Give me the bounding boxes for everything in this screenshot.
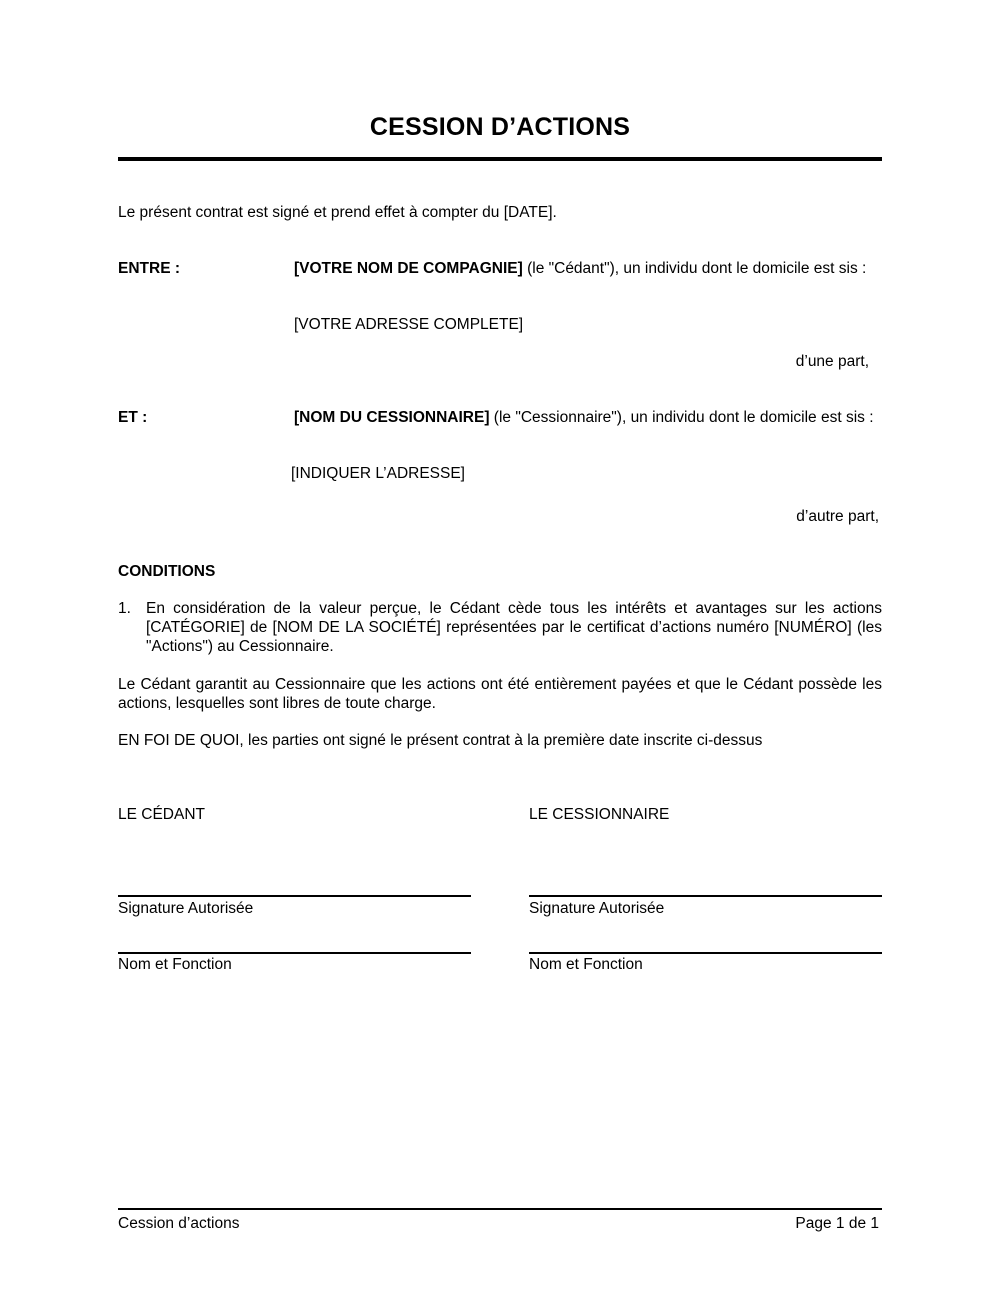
party-name-cedant: [VOTRE NOM DE COMPAGNIE]: [294, 260, 523, 277]
signature-line-cedant: [118, 895, 471, 897]
signature-party-cessionnaire: LE CESSIONNAIRE: [529, 806, 670, 823]
party-closing-cedant: d’une part,: [795, 353, 869, 370]
name-line-cessionnaire: [529, 952, 882, 954]
party-address-cessionnaire: [INDIQUER L’ADRESSE]: [291, 465, 465, 482]
party-closing-cessionnaire: d’autre part,: [796, 508, 879, 525]
document-title: CESSION D’ACTIONS: [369, 113, 631, 141]
signature-label-cessionnaire: Signature Autorisée: [529, 900, 665, 917]
footer-divider: [118, 1208, 882, 1210]
party-address-cedant: [VOTRE ADRESSE COMPLETE]: [294, 316, 524, 333]
signature-label-cedant: Signature Autorisée: [118, 900, 254, 917]
party-desc-text: (le "Cédant"), un individu dont le domicile est sis :: [522, 260, 867, 277]
party-description-cessionnaire: [294, 408, 882, 427]
name-label-cessionnaire: Nom et Fonction: [529, 956, 643, 973]
condition-text: En considération de la valeur perçue, le Cédant cède tous les intérêts et avantages sur les actions [CATÉGORIE] de [NOM DE LA SOCIÉTÉ] représentées par le certificat d’actions numéro [NUMÉRO] (les "Actions") au Cessionnaire.: [146, 600, 882, 655]
party-label-et: ET :: [118, 409, 148, 426]
condition-number: 1.: [118, 600, 131, 617]
guarantee-paragraph: Le Cédant garantit au Cessionnaire que les actions ont été entièrement payées et que le Cédant possède les actions, lesquelles sont libres de toute charge.: [118, 676, 882, 712]
name-label-cedant: Nom et Fonction: [118, 956, 232, 973]
name-line-cedant: [118, 952, 471, 954]
title-divider: [118, 157, 882, 161]
signature-party-cedant: LE CÉDANT: [118, 806, 205, 823]
witness-paragraph: EN FOI DE QUOI, les parties ont signé le présent contrat à la première date inscrite ci-dessus: [118, 732, 763, 749]
conditions-heading: CONDITIONS: [118, 563, 216, 580]
party-name-cessionnaire: [NOM DU CESSIONNAIRE]: [294, 409, 490, 426]
party-label-entre: ENTRE :: [118, 260, 180, 277]
party-desc-text: (le "Cessionnaire"), un individu dont le domicile est sis :: [489, 409, 874, 426]
footer-doc-name: Cession d’actions: [118, 1215, 240, 1232]
condition-item: [118, 599, 882, 656]
footer-page-number: Page 1 de 1: [795, 1215, 879, 1232]
signature-line-cessionnaire: [529, 895, 882, 897]
intro-paragraph: Le présent contrat est signé et prend effet à compter du [DATE].: [118, 204, 557, 221]
party-description-cedant: [294, 259, 882, 278]
